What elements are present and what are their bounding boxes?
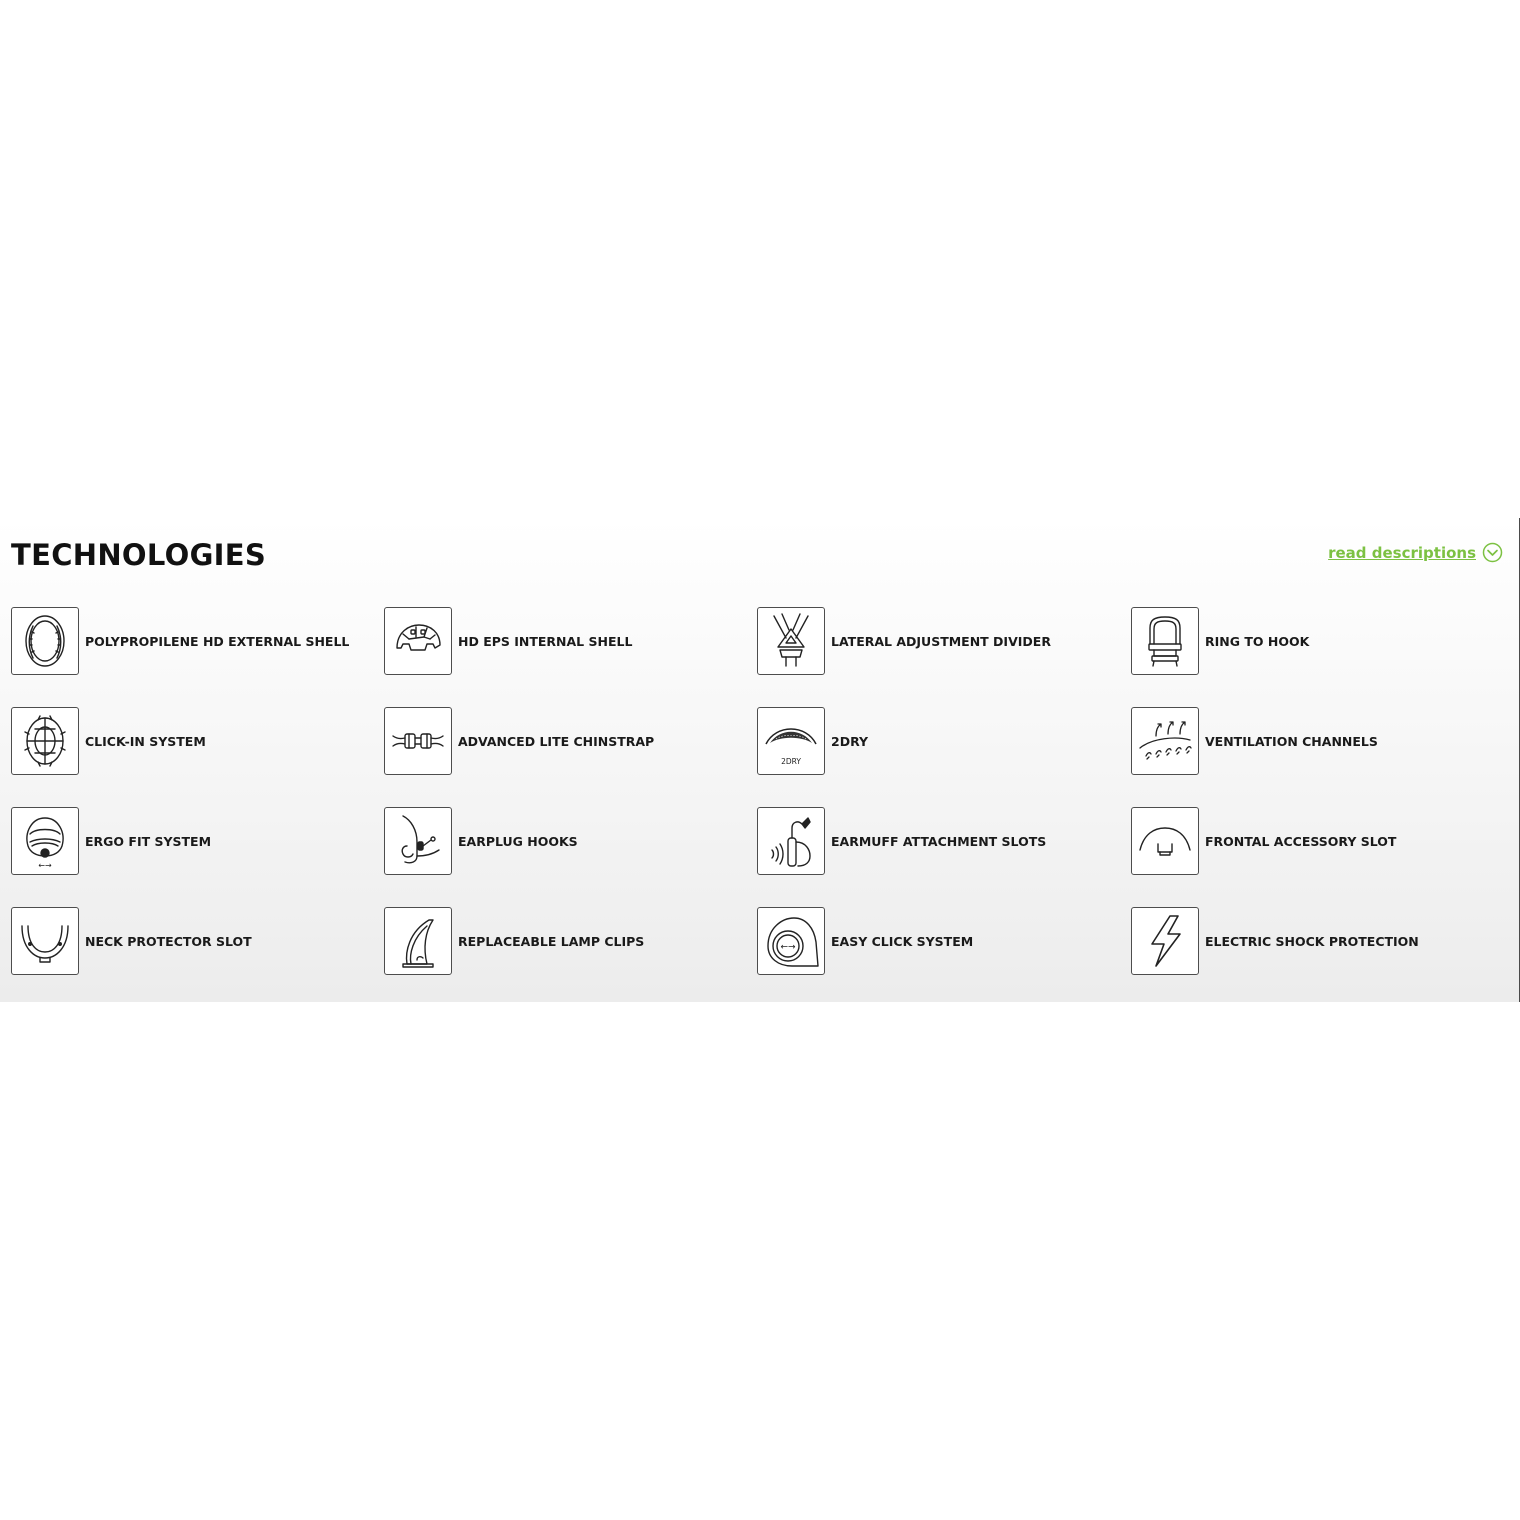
easy-click-dial-icon bbox=[757, 907, 825, 975]
tech-item[interactable] bbox=[757, 607, 1131, 707]
ergo-fit-head-icon bbox=[11, 807, 79, 875]
tech-item[interactable] bbox=[757, 707, 1131, 807]
tech-item[interactable] bbox=[11, 907, 384, 1007]
tech-item[interactable] bbox=[384, 707, 757, 807]
lamp-clip-icon bbox=[384, 907, 452, 975]
technologies-section bbox=[0, 518, 1520, 1002]
section-title: TECHNOLOGIES bbox=[11, 538, 267, 572]
2dry-icon-text: 2DRY bbox=[781, 757, 801, 766]
tech-item[interactable] bbox=[1131, 807, 1503, 907]
helmet-shell-top-icon bbox=[11, 607, 79, 675]
tech-item-label: RING TO HOOK bbox=[1205, 634, 1310, 649]
tech-item[interactable] bbox=[11, 807, 384, 907]
tech-item-label: FRONTAL ACCESSORY SLOT bbox=[1205, 834, 1397, 849]
tech-item-label: 2DRY bbox=[831, 734, 869, 749]
strap-divider-icon bbox=[757, 607, 825, 675]
chinstrap-buckle-icon bbox=[384, 707, 452, 775]
earplug-hook-icon bbox=[384, 807, 452, 875]
ventilation-arrows-icon bbox=[1131, 707, 1199, 775]
tech-item[interactable] bbox=[757, 907, 1131, 1007]
read-descriptions-label: read descriptions bbox=[1328, 543, 1476, 562]
read-descriptions-link[interactable] bbox=[1328, 542, 1503, 563]
tech-item-label: LATERAL ADJUSTMENT DIVIDER bbox=[831, 634, 1051, 649]
tech-item-label: REPLACEABLE LAMP CLIPS bbox=[458, 934, 645, 949]
tech-item[interactable] bbox=[384, 607, 757, 707]
earmuff-slot-icon bbox=[757, 807, 825, 875]
tech-item[interactable] bbox=[384, 907, 757, 1007]
helmet-internal-shell-icon bbox=[384, 607, 452, 675]
tech-item[interactable] bbox=[757, 807, 1131, 907]
tech-item[interactable] bbox=[384, 807, 757, 907]
tech-item[interactable] bbox=[1131, 707, 1503, 807]
click-in-cradle-icon bbox=[11, 707, 79, 775]
lightning-bolt-icon bbox=[1131, 907, 1199, 975]
tech-item-label: CLICK-IN SYSTEM bbox=[85, 734, 206, 749]
ergo-fit-icon-text: ←→ bbox=[38, 861, 52, 870]
tech-item-label: ADVANCED LITE CHINSTRAP bbox=[458, 734, 655, 749]
tech-item[interactable] bbox=[1131, 907, 1503, 1007]
tech-item-label: EASY CLICK SYSTEM bbox=[831, 934, 974, 949]
tech-item-label: EARPLUG HOOKS bbox=[458, 834, 578, 849]
tech-item[interactable] bbox=[11, 707, 384, 807]
tech-item-label: POLYPROPILENE HD EXTERNAL SHELL bbox=[85, 634, 350, 649]
tech-item-label: ELECTRIC SHOCK PROTECTION bbox=[1205, 934, 1419, 949]
tech-item-label: ERGO FIT SYSTEM bbox=[85, 834, 212, 849]
tech-item-label: NECK PROTECTOR SLOT bbox=[85, 934, 252, 949]
tech-item[interactable] bbox=[11, 607, 384, 707]
technologies-grid bbox=[11, 607, 1503, 1007]
tech-item-label: VENTILATION CHANNELS bbox=[1205, 734, 1378, 749]
tech-item-label: EARMUFF ATTACHMENT SLOTS bbox=[831, 834, 1047, 849]
tech-item[interactable] bbox=[1131, 607, 1503, 707]
2dry-padding-icon bbox=[757, 707, 825, 775]
easy-click-icon-text: ←→ bbox=[780, 942, 796, 953]
chevron-down-circle-icon bbox=[1482, 542, 1503, 563]
frontal-slot-icon bbox=[1131, 807, 1199, 875]
tech-item-label: HD EPS INTERNAL SHELL bbox=[458, 634, 633, 649]
ring-hook-icon bbox=[1131, 607, 1199, 675]
neck-protector-icon bbox=[11, 907, 79, 975]
